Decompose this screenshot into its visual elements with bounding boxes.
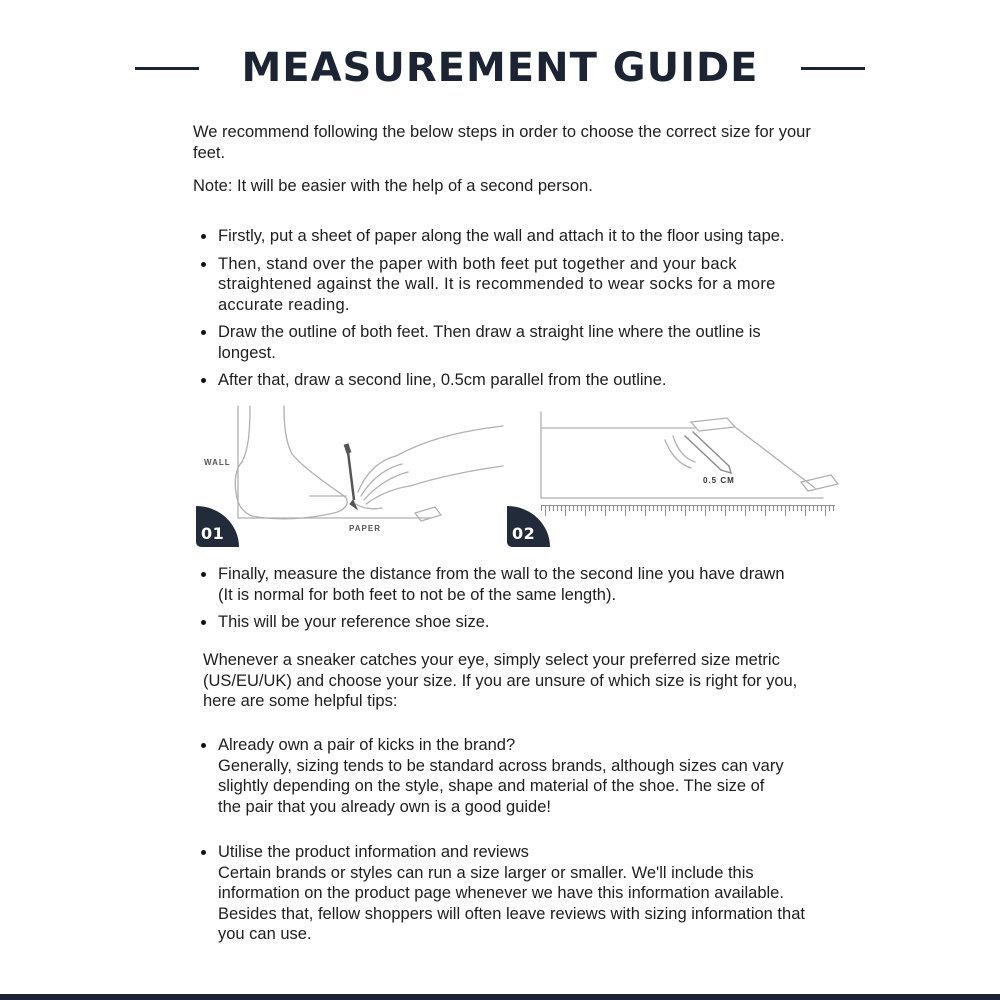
bullet-dot xyxy=(201,262,206,267)
paper-label: PAPER xyxy=(349,524,381,533)
tip-heading: Utilise the product information and reviews xyxy=(218,843,529,861)
step-text: Finally, measure the distance from the wall to the second line you have drawn (It is normal for both feet to not be of the same length). xyxy=(218,565,785,604)
step-item xyxy=(196,370,856,391)
figure-foot-tracing-illustration xyxy=(190,400,505,550)
bullet-dot xyxy=(201,572,206,577)
step-item xyxy=(196,322,856,363)
ruler-measure-drawing xyxy=(505,400,840,550)
step-item xyxy=(196,254,856,316)
bullet-dot xyxy=(201,620,206,625)
badge-number: 01 xyxy=(201,524,225,543)
title-dash-right xyxy=(801,67,865,70)
bullet-dot xyxy=(201,850,206,855)
intro-section xyxy=(193,122,843,210)
bullet-dot xyxy=(201,378,206,383)
step-text: After that, draw a second line, 0.5cm parallel from the outline. xyxy=(218,371,667,389)
footer-bar xyxy=(0,994,1000,1000)
step-text: Draw the outline of both feet. Then draw a straight line where the outline is longest. xyxy=(218,323,761,362)
tip-heading: Already own a pair of kicks in the brand? xyxy=(218,736,516,754)
half-cm-label: 0.5 CM xyxy=(703,476,735,485)
bullet-dot xyxy=(201,234,206,239)
bullet-dot xyxy=(201,330,206,335)
step-item xyxy=(196,226,856,247)
tips-intro-paragraph: Whenever a sneaker catches your eye, simply select your preferred size metric (US/EU/UK) and choose your size. If you are unsure of which size is right for you, here are some helpful tips: xyxy=(203,651,798,710)
title-dash-left xyxy=(135,67,199,70)
tips-list xyxy=(196,735,856,970)
tip-item xyxy=(196,735,856,817)
measurement-steps-list xyxy=(196,226,856,398)
step-item xyxy=(196,564,856,605)
step-text: Then, stand over the paper with both feet put together and your back straightened against the wall. It is recommended to wear socks for a more accurate reading. xyxy=(218,254,776,314)
step-text: Firstly, put a sheet of paper along the wall and attach it to the floor using tape. xyxy=(218,227,785,245)
badge-number: 02 xyxy=(512,524,536,543)
tip-block xyxy=(218,842,814,945)
step-text: This will be your reference shoe size. xyxy=(218,613,490,631)
tip-body: Certain brands or styles can run a size larger or smaller. We'll include this information on the product page whenever we have this information available. Besides that, fellow shoppers will often leave reviews with sizing information that you can use. xyxy=(218,863,805,943)
measurement-final-steps-list xyxy=(196,564,856,640)
page-header xyxy=(0,38,1000,98)
intro-paragraph: We recommend following the below steps in order to choose the correct size for your feet. xyxy=(193,123,811,162)
bullet-dot xyxy=(201,743,206,748)
tip-body: Generally, sizing tends to be standard across brands, although sizes can vary slightly depending on the style, shape and material of the shoe. The size of the pair that you already own is a good guide! xyxy=(218,756,784,816)
wall-label: WALL xyxy=(204,458,231,467)
tip-item xyxy=(196,842,856,945)
page-title: MEASUREMENT GUIDE xyxy=(241,45,759,91)
tip-block xyxy=(218,735,786,817)
figure-ruler-measure-illustration xyxy=(505,400,840,550)
step-item xyxy=(196,612,856,633)
note-paragraph: Note: It will be easier with the help of a second person. xyxy=(193,177,593,195)
